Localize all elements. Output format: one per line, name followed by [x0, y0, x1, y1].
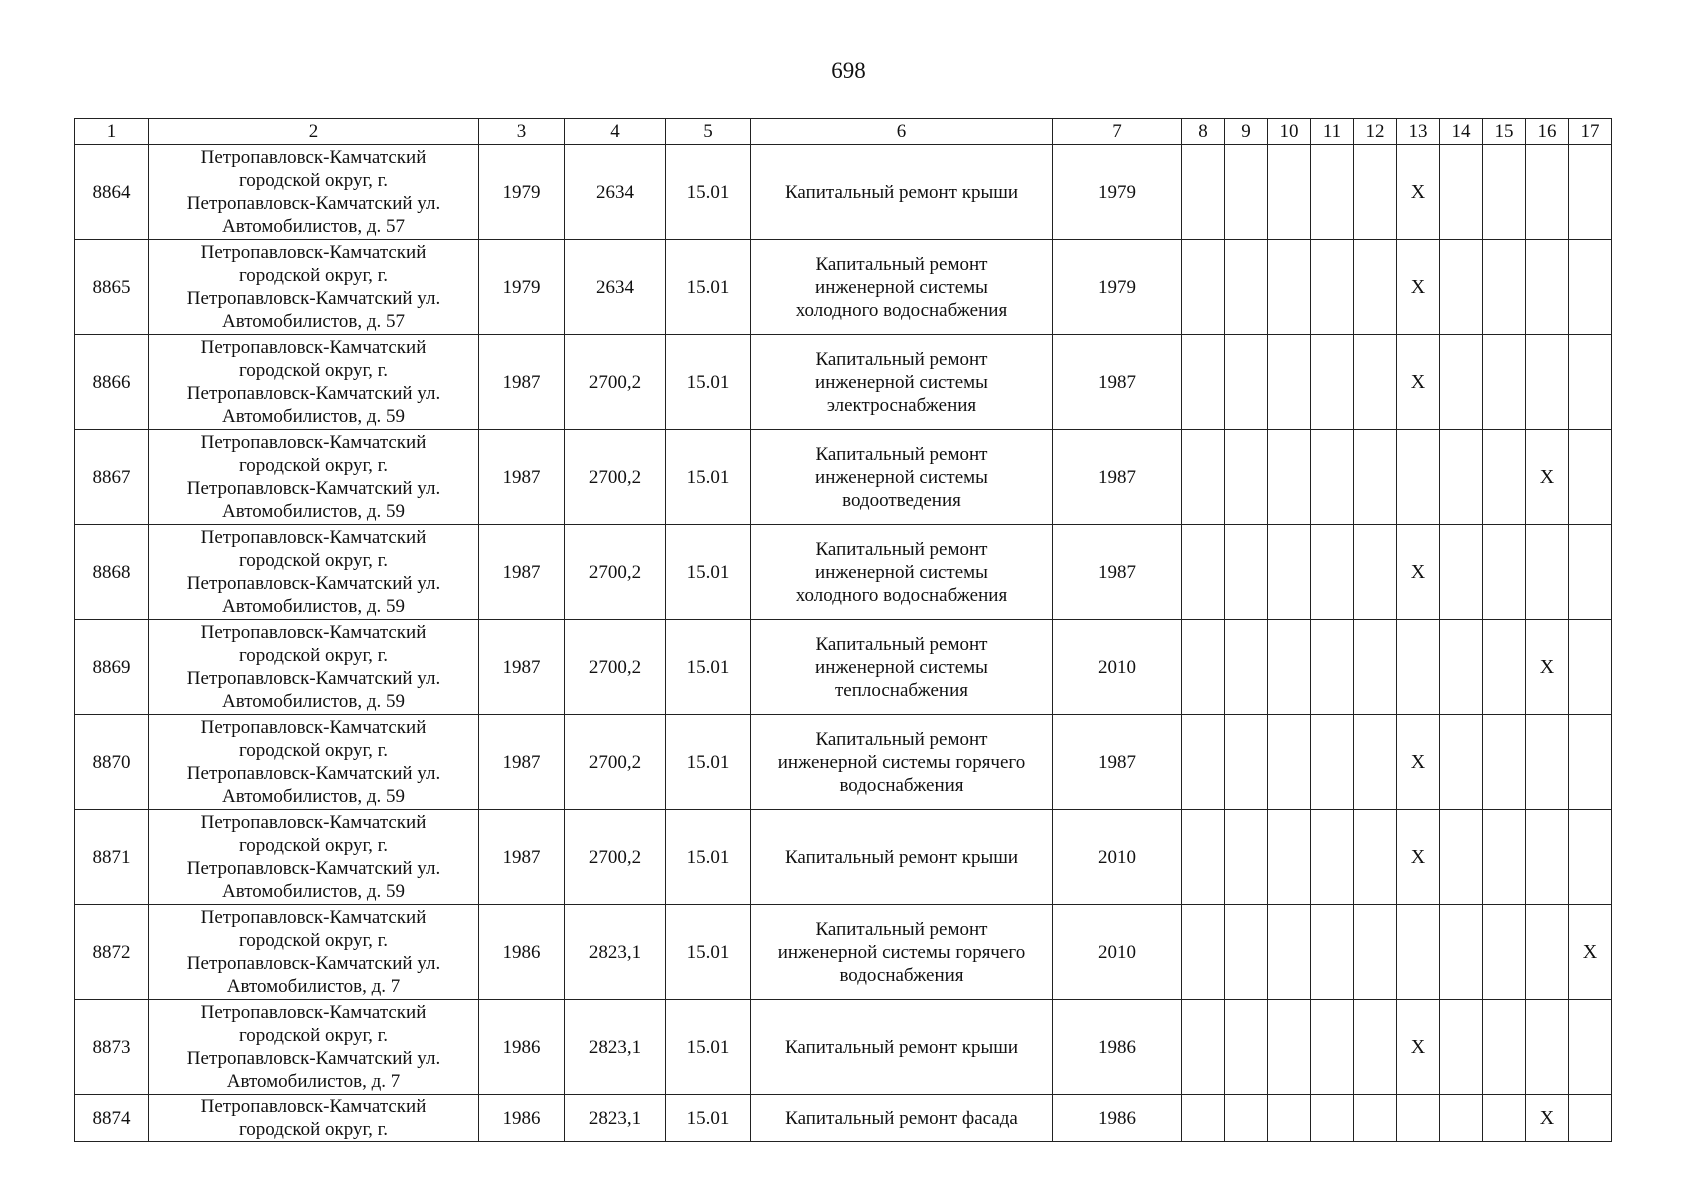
- column-header-7: 7: [1053, 119, 1182, 145]
- mark-cell-col-12: [1354, 240, 1397, 335]
- last-repair-year-cell: 2010: [1053, 905, 1182, 1000]
- mark-cell-col-17: [1569, 810, 1612, 905]
- mark-cell-col-11: [1311, 240, 1354, 335]
- work-type-line: Капитальный ремонт: [815, 538, 988, 560]
- address-line: Петропавловск-Камчатский ул.: [186, 478, 441, 499]
- column-header-6: 6: [751, 119, 1053, 145]
- table-row: [75, 810, 1612, 905]
- work-type-cell: [751, 240, 1053, 335]
- area-cell: 2634: [565, 240, 666, 335]
- area-cell: 2823,1: [565, 905, 666, 1000]
- area-cell: 2700,2: [565, 525, 666, 620]
- row-number-cell: 8872: [75, 905, 149, 1000]
- work-type-line: инженерной системы: [815, 656, 988, 678]
- mark-cell-col-12: [1354, 1000, 1397, 1095]
- mark-cell-col-17: [1569, 240, 1612, 335]
- code-cell: 15.01: [666, 810, 751, 905]
- address-line: Петропавловск-Камчатский ул.: [186, 763, 441, 784]
- area-cell: 2700,2: [565, 715, 666, 810]
- mark-cell-col-16: X: [1526, 620, 1569, 715]
- table-row: [75, 620, 1612, 715]
- mark-cell-col-9: [1225, 905, 1268, 1000]
- area-cell: 2823,1: [565, 1095, 666, 1142]
- code-cell: 15.01: [666, 145, 751, 240]
- table-row: [75, 525, 1612, 620]
- address-line: Автомобилистов, д. 59: [221, 881, 406, 902]
- address-cell: [149, 145, 479, 240]
- mark-cell-col-15: [1483, 430, 1526, 525]
- mark-cell-col-17: [1569, 1000, 1612, 1095]
- address-line: Петропавловск-Камчатский ул.: [186, 288, 441, 309]
- mark-cell-col-14: [1440, 240, 1483, 335]
- table-row: [75, 905, 1612, 1000]
- work-type-cell: [751, 525, 1053, 620]
- table-row: [75, 145, 1612, 240]
- mark-cell-col-8: [1182, 240, 1225, 335]
- table-row: [75, 1000, 1612, 1095]
- mark-cell-col-17: X: [1569, 905, 1612, 1000]
- mark-cell-col-17: [1569, 1095, 1612, 1142]
- mark-cell-col-11: [1311, 525, 1354, 620]
- mark-cell-col-9: [1225, 1095, 1268, 1142]
- year-built-cell: 1987: [479, 715, 565, 810]
- mark-cell-col-13: X: [1397, 145, 1440, 240]
- column-header-14: 14: [1440, 119, 1483, 145]
- address-cell: [149, 715, 479, 810]
- address-cell: [149, 1095, 479, 1142]
- last-repair-year-cell: 1987: [1053, 715, 1182, 810]
- mark-cell-col-8: [1182, 1095, 1225, 1142]
- mark-cell-col-17: [1569, 335, 1612, 430]
- mark-cell-col-17: [1569, 715, 1612, 810]
- mark-cell-col-14: [1440, 430, 1483, 525]
- work-type-line: холодного водоснабжения: [795, 584, 1008, 606]
- address-line: Петропавловск-Камчатский ул.: [186, 953, 441, 974]
- last-repair-year-cell: 1987: [1053, 335, 1182, 430]
- column-header-16: 16: [1526, 119, 1569, 145]
- row-number-cell: 8866: [75, 335, 149, 430]
- mark-cell-col-12: [1354, 715, 1397, 810]
- year-built-cell: 1979: [479, 240, 565, 335]
- code-cell: 15.01: [666, 335, 751, 430]
- address-cell: [149, 620, 479, 715]
- mark-cell-col-8: [1182, 335, 1225, 430]
- mark-cell-col-13: X: [1397, 525, 1440, 620]
- mark-cell-col-16: [1526, 335, 1569, 430]
- mark-cell-col-17: [1569, 430, 1612, 525]
- page-number: 698: [831, 58, 866, 83]
- mark-cell-col-11: [1311, 620, 1354, 715]
- mark-cell-col-10: [1268, 335, 1311, 430]
- work-type-line: инженерной системы: [815, 561, 988, 583]
- mark-cell-col-10: [1268, 430, 1311, 525]
- work-type-cell: [751, 905, 1053, 1000]
- address-line: Петропавловск-Камчатский: [200, 337, 427, 358]
- mark-cell-col-12: [1354, 1095, 1397, 1142]
- mark-cell-col-16: [1526, 715, 1569, 810]
- code-cell: 15.01: [666, 525, 751, 620]
- mark-cell-col-13: [1397, 620, 1440, 715]
- work-type-line: инженерной системы: [815, 466, 988, 488]
- work-type-cell: [751, 1095, 1053, 1142]
- work-type-line: инженерной системы горячего: [777, 941, 1026, 963]
- mark-cell-col-10: [1268, 1000, 1311, 1095]
- column-header-11: 11: [1311, 119, 1354, 145]
- mark-cell-col-11: [1311, 905, 1354, 1000]
- area-cell: 2823,1: [565, 1000, 666, 1095]
- address-line: Петропавловск-Камчатский: [200, 812, 427, 833]
- mark-cell-col-15: [1483, 810, 1526, 905]
- mark-cell-col-9: [1225, 1000, 1268, 1095]
- row-number-cell: 8869: [75, 620, 149, 715]
- address-cell: [149, 335, 479, 430]
- column-header-12: 12: [1354, 119, 1397, 145]
- mark-cell-col-15: [1483, 905, 1526, 1000]
- mark-cell-col-12: [1354, 905, 1397, 1000]
- mark-cell-col-9: [1225, 335, 1268, 430]
- mark-cell-col-10: [1268, 240, 1311, 335]
- mark-cell-col-9: [1225, 810, 1268, 905]
- work-type-line: водоотведения: [842, 489, 961, 511]
- address-line: городской округ, г.: [238, 835, 389, 856]
- mark-cell-col-15: [1483, 715, 1526, 810]
- year-built-cell: 1979: [479, 145, 565, 240]
- mark-cell-col-8: [1182, 1000, 1225, 1095]
- mark-cell-col-11: [1311, 1095, 1354, 1142]
- registry-table: [74, 118, 1612, 1142]
- work-type-cell: [751, 1000, 1053, 1095]
- address-line: Автомобилистов, д. 59: [221, 786, 406, 807]
- mark-cell-col-14: [1440, 145, 1483, 240]
- table-row: [75, 1095, 1612, 1142]
- address-line: Петропавловск-Камчатский ул.: [186, 1048, 441, 1069]
- mark-cell-col-9: [1225, 715, 1268, 810]
- row-number-cell: 8868: [75, 525, 149, 620]
- mark-cell-col-8: [1182, 905, 1225, 1000]
- last-repair-year-cell: 2010: [1053, 620, 1182, 715]
- work-type-line: Капитальный ремонт крыши: [784, 181, 1019, 203]
- address-line: Петропавловск-Камчатский: [200, 242, 427, 263]
- year-built-cell: 1986: [479, 905, 565, 1000]
- address-line: городской округ, г.: [238, 550, 389, 571]
- mark-cell-col-14: [1440, 335, 1483, 430]
- row-number-cell: 8874: [75, 1095, 149, 1142]
- mark-cell-col-10: [1268, 715, 1311, 810]
- work-type-line: Капитальный ремонт: [815, 728, 988, 750]
- work-type-line: инженерной системы горячего: [777, 751, 1026, 773]
- address-line: Петропавловск-Камчатский ул.: [186, 858, 441, 879]
- area-cell: 2700,2: [565, 430, 666, 525]
- work-type-cell: [751, 145, 1053, 240]
- code-cell: 15.01: [666, 1000, 751, 1095]
- mark-cell-col-8: [1182, 145, 1225, 240]
- last-repair-year-cell: 1986: [1053, 1095, 1182, 1142]
- mark-cell-col-13: X: [1397, 1000, 1440, 1095]
- mark-cell-col-13: [1397, 430, 1440, 525]
- mark-cell-col-9: [1225, 430, 1268, 525]
- code-cell: 15.01: [666, 240, 751, 335]
- address-line: Автомобилистов, д. 57: [221, 311, 406, 332]
- address-line: городской округ, г.: [238, 930, 389, 951]
- work-type-line: Капитальный ремонт: [815, 348, 988, 370]
- row-number-cell: 8870: [75, 715, 149, 810]
- address-cell: [149, 240, 479, 335]
- mark-cell-col-15: [1483, 335, 1526, 430]
- address-line: городской округ, г.: [238, 740, 389, 761]
- mark-cell-col-9: [1225, 525, 1268, 620]
- mark-cell-col-16: [1526, 145, 1569, 240]
- mark-cell-col-13: X: [1397, 335, 1440, 430]
- mark-cell-col-13: [1397, 905, 1440, 1000]
- last-repair-year-cell: 1987: [1053, 430, 1182, 525]
- mark-cell-col-13: X: [1397, 810, 1440, 905]
- mark-cell-col-12: [1354, 145, 1397, 240]
- address-line: городской округ, г.: [238, 265, 389, 286]
- address-line: Автомобилистов, д. 59: [221, 691, 406, 712]
- address-line: Петропавловск-Камчатский ул.: [186, 383, 441, 404]
- year-built-cell: 1987: [479, 810, 565, 905]
- mark-cell-col-10: [1268, 810, 1311, 905]
- address-cell: [149, 430, 479, 525]
- table-row: [75, 430, 1612, 525]
- mark-cell-col-12: [1354, 430, 1397, 525]
- work-type-line: инженерной системы: [815, 371, 988, 393]
- column-header-8: 8: [1182, 119, 1225, 145]
- mark-cell-col-8: [1182, 525, 1225, 620]
- work-type-line: Капитальный ремонт крыши: [784, 846, 1019, 868]
- table-row: [75, 335, 1612, 430]
- last-repair-year-cell: 1979: [1053, 145, 1182, 240]
- mark-cell-col-8: [1182, 620, 1225, 715]
- last-repair-year-cell: 1979: [1053, 240, 1182, 335]
- address-line: Автомобилистов, д. 7: [226, 976, 401, 997]
- column-header-4: 4: [565, 119, 666, 145]
- mark-cell-col-15: [1483, 620, 1526, 715]
- address-line: Петропавловск-Камчатский: [200, 527, 427, 548]
- mark-cell-col-14: [1440, 1000, 1483, 1095]
- column-header-2: 2: [149, 119, 479, 145]
- address-line: Петропавловск-Камчатский: [200, 147, 427, 168]
- mark-cell-col-9: [1225, 240, 1268, 335]
- mark-cell-col-14: [1440, 905, 1483, 1000]
- mark-cell-col-10: [1268, 525, 1311, 620]
- work-type-line: водоснабжения: [839, 774, 964, 796]
- work-type-cell: [751, 335, 1053, 430]
- row-number-cell: 8864: [75, 145, 149, 240]
- address-cell: [149, 1000, 479, 1095]
- code-cell: 15.01: [666, 1095, 751, 1142]
- address-line: Петропавловск-Камчатский: [200, 622, 427, 643]
- column-header-9: 9: [1225, 119, 1268, 145]
- work-type-line: холодного водоснабжения: [795, 299, 1008, 321]
- address-line: Автомобилистов, д. 59: [221, 501, 406, 522]
- year-built-cell: 1986: [479, 1000, 565, 1095]
- mark-cell-col-15: [1483, 525, 1526, 620]
- work-type-cell: [751, 810, 1053, 905]
- mark-cell-col-11: [1311, 810, 1354, 905]
- code-cell: 15.01: [666, 905, 751, 1000]
- mark-cell-col-10: [1268, 905, 1311, 1000]
- work-type-line: Капитальный ремонт: [815, 443, 988, 465]
- work-type-line: Капитальный ремонт: [815, 253, 988, 275]
- address-line: Петропавловск-Камчатский: [200, 432, 427, 453]
- address-line: Петропавловск-Камчатский ул.: [186, 573, 441, 594]
- mark-cell-col-8: [1182, 810, 1225, 905]
- address-line: Петропавловск-Камчатский: [200, 717, 427, 738]
- row-number-cell: 8865: [75, 240, 149, 335]
- mark-cell-col-14: [1440, 1095, 1483, 1142]
- address-cell: [149, 810, 479, 905]
- header-row: [75, 119, 1612, 145]
- area-cell: 2700,2: [565, 810, 666, 905]
- mark-cell-col-16: [1526, 240, 1569, 335]
- last-repair-year-cell: 2010: [1053, 810, 1182, 905]
- last-repair-year-cell: 1987: [1053, 525, 1182, 620]
- work-type-cell: [751, 430, 1053, 525]
- column-header-17: 17: [1569, 119, 1612, 145]
- year-built-cell: 1987: [479, 430, 565, 525]
- mark-cell-col-12: [1354, 335, 1397, 430]
- mark-cell-col-14: [1440, 525, 1483, 620]
- mark-cell-col-16: [1526, 810, 1569, 905]
- mark-cell-col-11: [1311, 715, 1354, 810]
- mark-cell-col-16: X: [1526, 430, 1569, 525]
- work-type-line: Капитальный ремонт: [815, 918, 988, 940]
- column-header-1: 1: [75, 119, 149, 145]
- address-line: Петропавловск-Камчатский: [200, 1002, 427, 1023]
- year-built-cell: 1987: [479, 525, 565, 620]
- mark-cell-col-9: [1225, 145, 1268, 240]
- table-row: [75, 240, 1612, 335]
- mark-cell-col-12: [1354, 620, 1397, 715]
- address-line: Автомобилистов, д. 59: [221, 596, 406, 617]
- mark-cell-col-11: [1311, 1000, 1354, 1095]
- year-built-cell: 1986: [479, 1095, 565, 1142]
- column-header-3: 3: [479, 119, 565, 145]
- mark-cell-col-16: [1526, 525, 1569, 620]
- mark-cell-col-14: [1440, 715, 1483, 810]
- column-header-13: 13: [1397, 119, 1440, 145]
- mark-cell-col-17: [1569, 620, 1612, 715]
- mark-cell-col-16: X: [1526, 1095, 1569, 1142]
- code-cell: 15.01: [666, 620, 751, 715]
- address-line: Петропавловск-Камчатский ул.: [186, 193, 441, 214]
- mark-cell-col-14: [1440, 810, 1483, 905]
- code-cell: 15.01: [666, 715, 751, 810]
- mark-cell-col-14: [1440, 620, 1483, 715]
- mark-cell-col-13: X: [1397, 240, 1440, 335]
- address-line: городской округ, г.: [238, 1025, 389, 1046]
- mark-cell-col-12: [1354, 525, 1397, 620]
- area-cell: 2700,2: [565, 620, 666, 715]
- area-cell: 2634: [565, 145, 666, 240]
- mark-cell-col-15: [1483, 240, 1526, 335]
- last-repair-year-cell: 1986: [1053, 1000, 1182, 1095]
- address-line: Петропавловск-Камчатский ул.: [186, 668, 441, 689]
- mark-cell-col-11: [1311, 430, 1354, 525]
- address-line: городской округ, г.: [238, 1119, 389, 1140]
- address-line: городской округ, г.: [238, 170, 389, 191]
- address-line: Автомобилистов, д. 57: [221, 216, 406, 237]
- column-header-15: 15: [1483, 119, 1526, 145]
- address-line: городской округ, г.: [238, 360, 389, 381]
- area-cell: 2700,2: [565, 335, 666, 430]
- mark-cell-col-10: [1268, 145, 1311, 240]
- work-type-cell: [751, 620, 1053, 715]
- mark-cell-col-8: [1182, 715, 1225, 810]
- row-number-cell: 8871: [75, 810, 149, 905]
- mark-cell-col-11: [1311, 145, 1354, 240]
- work-type-line: электроснабжения: [826, 394, 977, 416]
- address-line: Автомобилистов, д. 7: [226, 1071, 401, 1092]
- mark-cell-col-15: [1483, 1095, 1526, 1142]
- address-line: Автомобилистов, д. 59: [221, 406, 406, 427]
- mark-cell-col-16: [1526, 1000, 1569, 1095]
- address-line: городской округ, г.: [238, 455, 389, 476]
- work-type-line: Капитальный ремонт крыши: [784, 1036, 1019, 1058]
- mark-cell-col-9: [1225, 620, 1268, 715]
- address-cell: [149, 905, 479, 1000]
- year-built-cell: 1987: [479, 335, 565, 430]
- mark-cell-col-10: [1268, 1095, 1311, 1142]
- mark-cell-col-10: [1268, 620, 1311, 715]
- mark-cell-col-13: [1397, 1095, 1440, 1142]
- mark-cell-col-15: [1483, 1000, 1526, 1095]
- code-cell: 15.01: [666, 430, 751, 525]
- mark-cell-col-17: [1569, 525, 1612, 620]
- address-cell: [149, 525, 479, 620]
- mark-cell-col-15: [1483, 145, 1526, 240]
- column-header-10: 10: [1268, 119, 1311, 145]
- mark-cell-col-17: [1569, 145, 1612, 240]
- address-line: городской округ, г.: [238, 645, 389, 666]
- mark-cell-col-16: [1526, 905, 1569, 1000]
- column-header-5: 5: [666, 119, 751, 145]
- work-type-line: инженерной системы: [815, 276, 988, 298]
- work-type-line: Капитальный ремонт фасада: [785, 1107, 1018, 1129]
- address-line: Петропавловск-Камчатский: [200, 1096, 427, 1117]
- mark-cell-col-12: [1354, 810, 1397, 905]
- table-body: [75, 145, 1612, 1142]
- table-row: [75, 715, 1612, 810]
- work-type-line: водоснабжения: [839, 964, 964, 986]
- mark-cell-col-8: [1182, 430, 1225, 525]
- mark-cell-col-11: [1311, 335, 1354, 430]
- work-type-line: Капитальный ремонт: [815, 633, 988, 655]
- mark-cell-col-13: X: [1397, 715, 1440, 810]
- row-number-cell: 8867: [75, 430, 149, 525]
- row-number-cell: 8873: [75, 1000, 149, 1095]
- work-type-line: теплоснабжения: [835, 679, 968, 701]
- work-type-cell: [751, 715, 1053, 810]
- year-built-cell: 1987: [479, 620, 565, 715]
- address-line: Петропавловск-Камчатский: [200, 907, 427, 928]
